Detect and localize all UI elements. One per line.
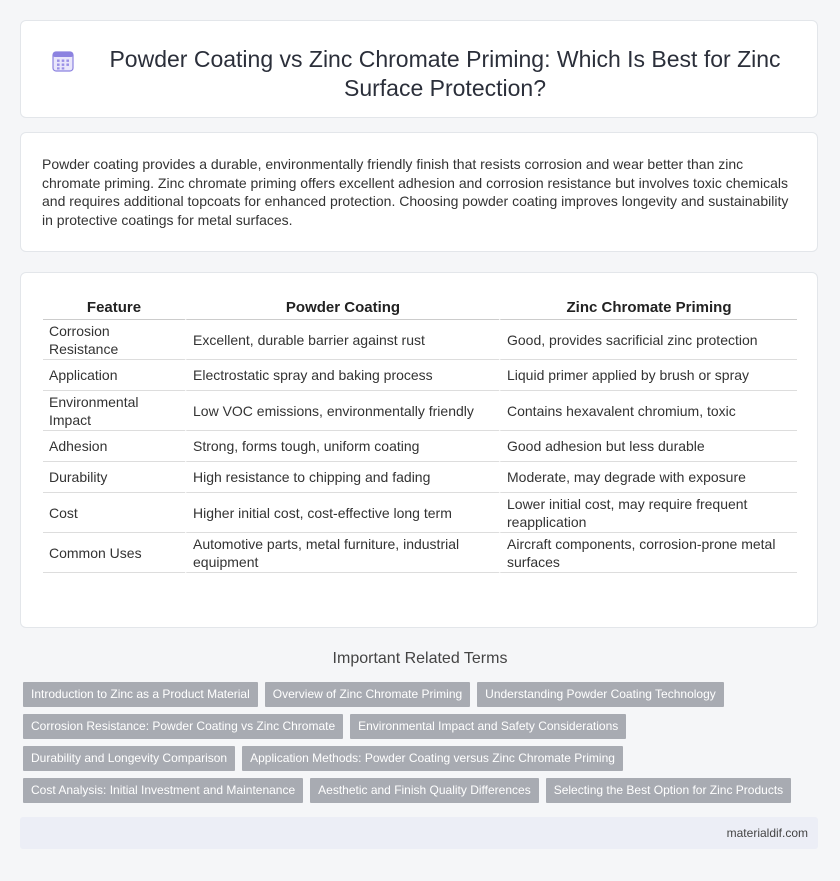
table-cell: Contains hexavalent chromium, toxic [499, 391, 797, 431]
table-row [43, 360, 797, 391]
related-term-tag[interactable]: Selecting the Best Option for Zinc Products [546, 778, 791, 803]
table-row [43, 462, 797, 493]
related-term-tag[interactable]: Cost Analysis: Initial Investment and Maintenance [23, 778, 303, 803]
table-cell: Good adhesion but less durable [499, 431, 797, 462]
table-cell: Automotive parts, metal furniture, industrial equipment [185, 533, 499, 573]
table-header-row [43, 295, 797, 320]
footer-site-link[interactable]: materialdif.com [726, 826, 808, 840]
related-terms-heading: Important Related Terms [332, 650, 508, 667]
related-term-tag[interactable]: Corrosion Resistance: Powder Coating vs Zinc Chromate [23, 714, 343, 739]
intro-text: Powder coating provides a durable, environmentally friendly finish that resists corrosion and wear better than zinc chromate priming. Zinc chromate priming offers excellent adhesion and corrosion resistance but involves toxic chemicals and requires additional topcoats for enhanced protection. Choosing powder coating improves longevity and sustainability in protective coatings for metal surfaces. [42, 156, 789, 228]
table-cell: Excellent, durable barrier against rust [185, 320, 499, 360]
related-term-tag[interactable]: Overview of Zinc Chromate Priming [265, 682, 470, 707]
page-title: Powder Coating vs Zinc Chromate Priming: Which Is Best for Zinc Surface Protection? [109, 46, 781, 101]
table-cell: Higher initial cost, cost-effective long term [185, 493, 499, 533]
table-cell: Strong, forms tough, uniform coating [185, 431, 499, 462]
related-terms-list [23, 682, 823, 810]
related-term-tag[interactable]: Aesthetic and Finish Quality Differences [310, 778, 539, 803]
comparison-table-card [20, 272, 818, 628]
related-term-tag[interactable]: Introduction to Zinc as a Product Material [23, 682, 258, 707]
table-row [43, 391, 797, 431]
table-cell: Environmental Impact [43, 391, 185, 431]
calendar-icon [51, 49, 75, 73]
table-cell: Corrosion Resistance [43, 320, 185, 360]
related-term-tag[interactable]: Environmental Impact and Safety Considerations [350, 714, 626, 739]
intro-card [20, 132, 818, 252]
table-cell: High resistance to chipping and fading [185, 462, 499, 493]
related-term-tag[interactable]: Understanding Powder Coating Technology [477, 682, 724, 707]
footer [20, 817, 818, 849]
title-card [20, 20, 818, 118]
table-cell: Electrostatic spray and baking process [185, 360, 499, 391]
table-cell: Aircraft components, corrosion-prone metal surfaces [499, 533, 797, 573]
table-row [43, 320, 797, 360]
table-cell: Adhesion [43, 431, 185, 462]
column-header: Powder Coating [185, 295, 499, 320]
table-cell: Durability [43, 462, 185, 493]
table-row [43, 493, 797, 533]
table-cell: Liquid primer applied by brush or spray [499, 360, 797, 391]
table-row [43, 431, 797, 462]
table-cell: Lower initial cost, may require frequent reapplication [499, 493, 797, 533]
table-cell: Low VOC emissions, environmentally friendly [185, 391, 499, 431]
column-header: Feature [43, 295, 185, 320]
table-row [43, 533, 797, 573]
table-cell: Application [43, 360, 185, 391]
table-cell: Common Uses [43, 533, 185, 573]
related-term-tag[interactable]: Durability and Longevity Comparison [23, 746, 235, 771]
table-cell: Moderate, may degrade with exposure [499, 462, 797, 493]
table-cell: Good, provides sacrificial zinc protection [499, 320, 797, 360]
table-cell: Cost [43, 493, 185, 533]
comparison-table [43, 295, 797, 573]
column-header: Zinc Chromate Priming [499, 295, 797, 320]
related-term-tag[interactable]: Application Methods: Powder Coating versus Zinc Chromate Priming [242, 746, 623, 771]
